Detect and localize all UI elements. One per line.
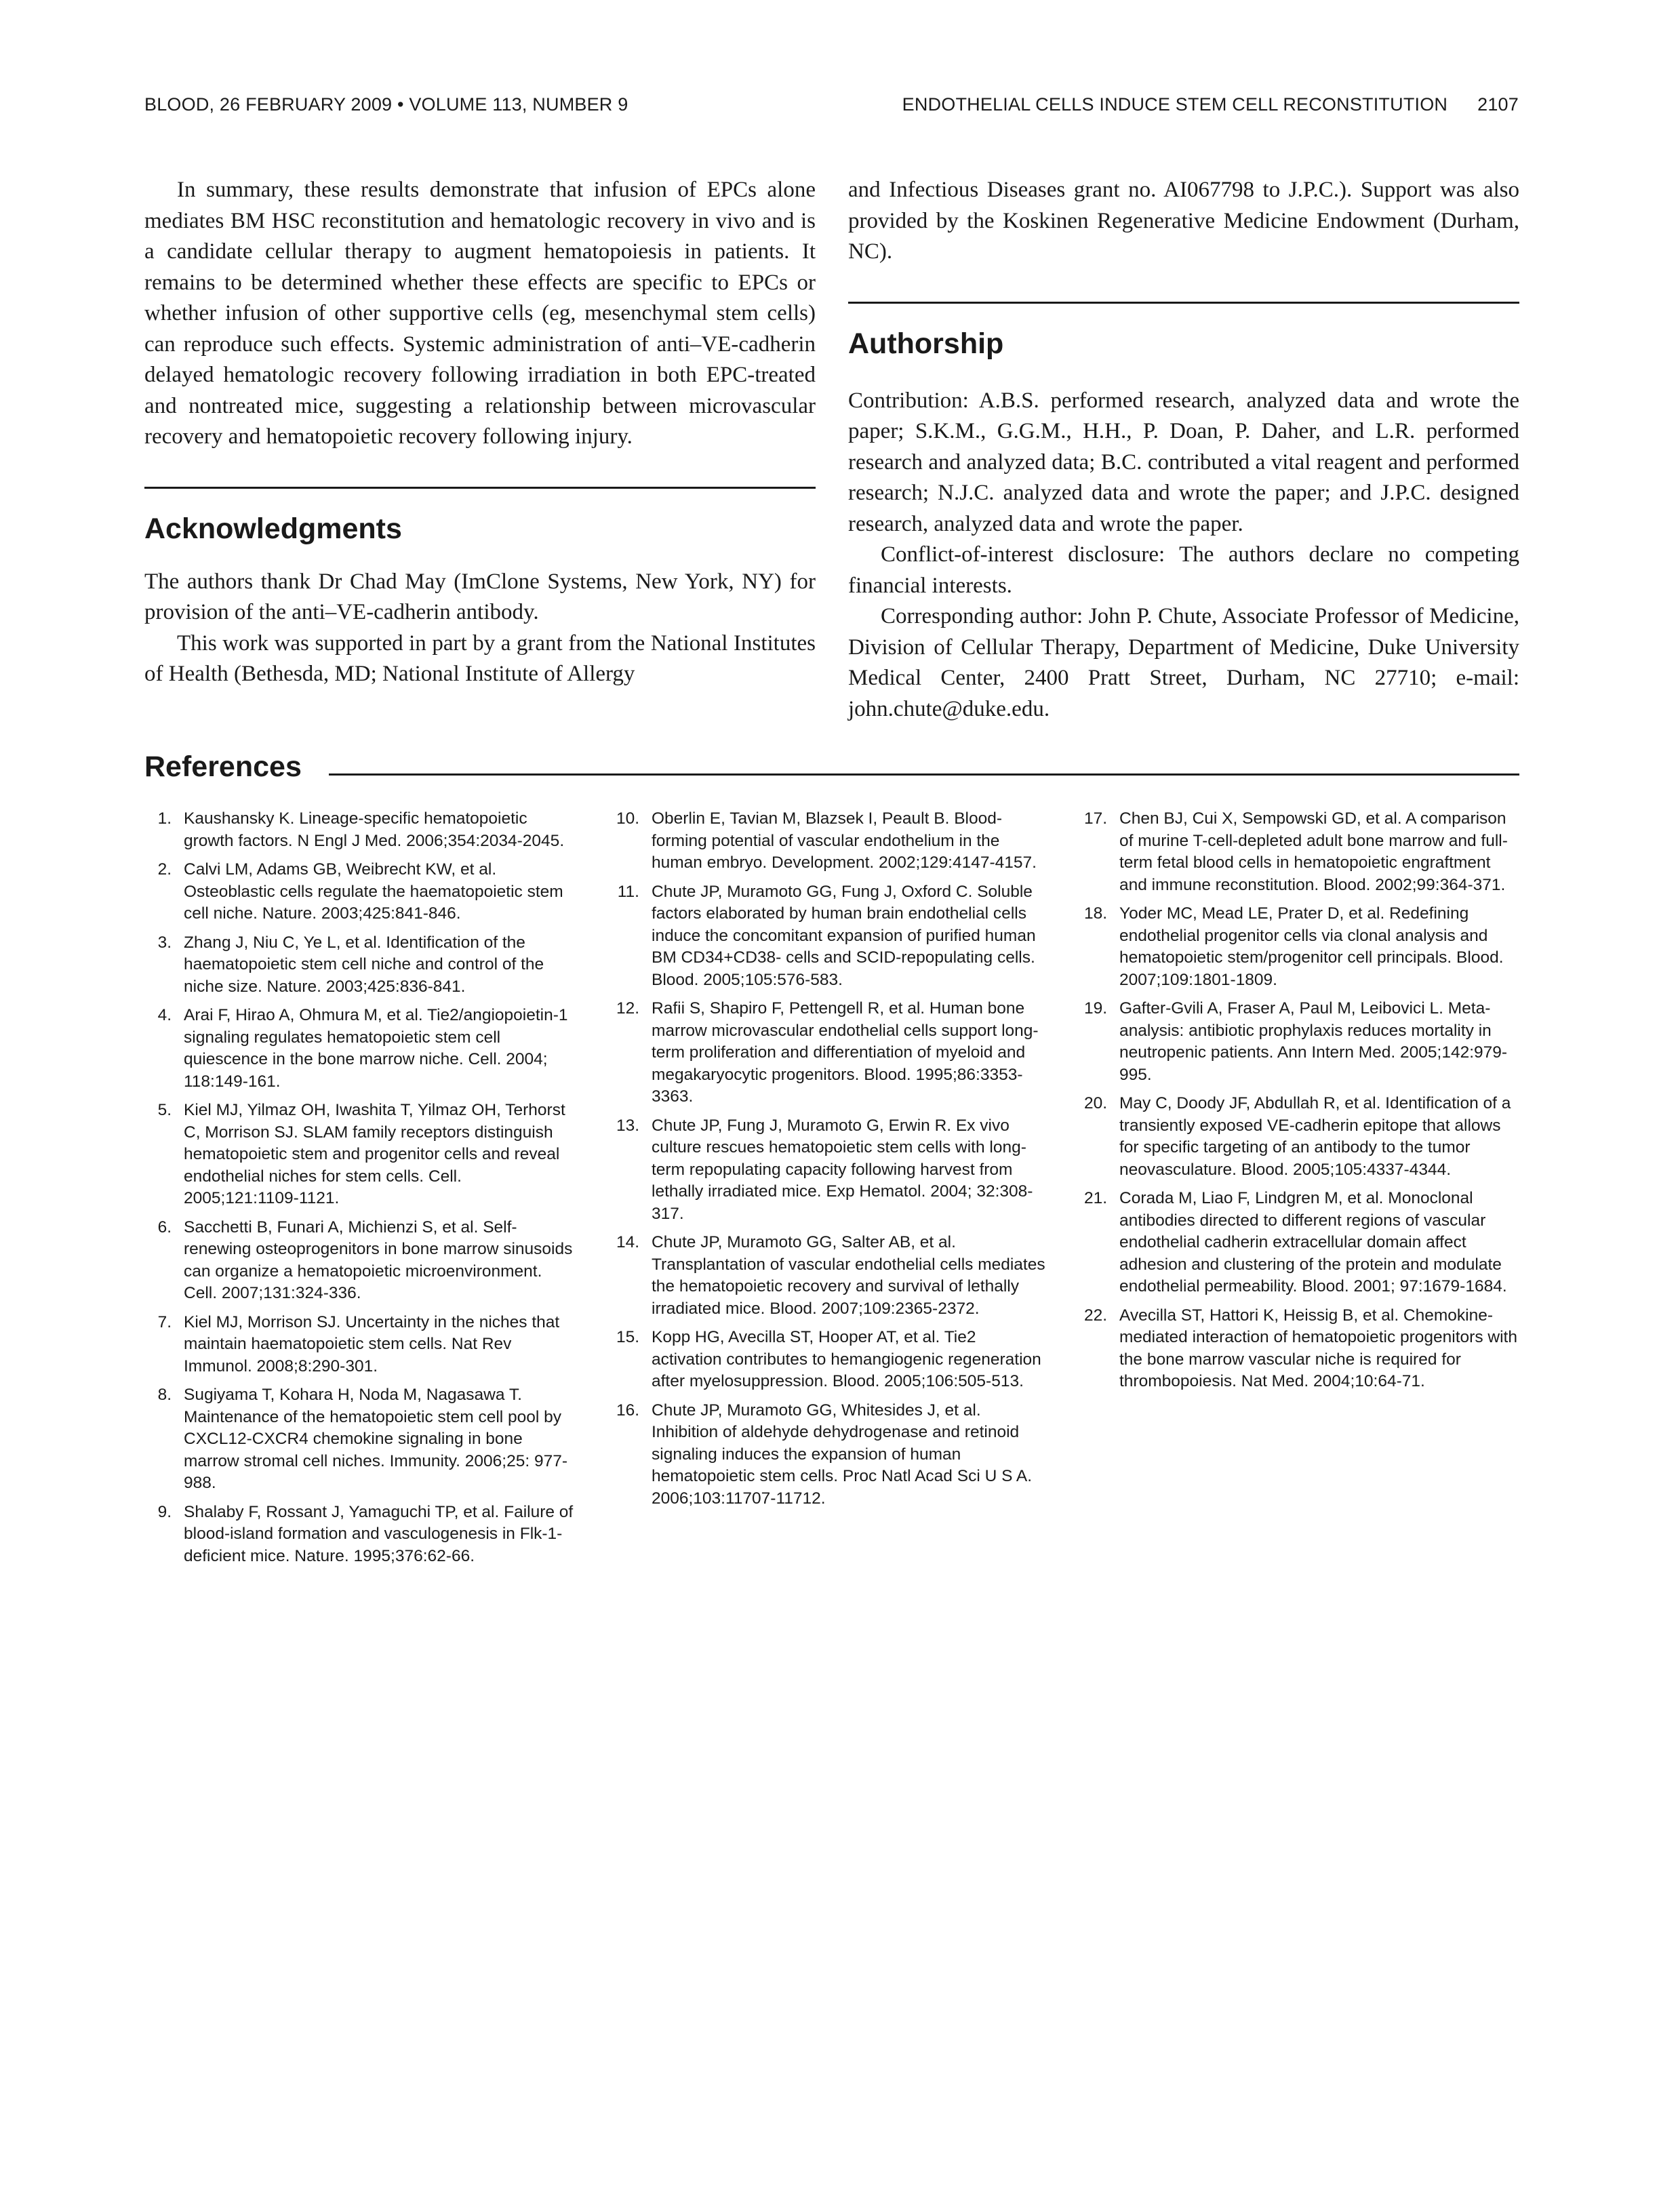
authorship-heading: Authorship xyxy=(848,327,1004,360)
acknowledgments-heading: Acknowledgments xyxy=(144,512,402,545)
reference-item: 19. Gafter-Gvili A, Fraser A, Paul M, Leibovici L. Meta-analysis: antibiotic prophylaxis reduces mortality in neutropenic patients. Ann Intern Med. 2005;142:979-995. xyxy=(1083,999,1508,1084)
summary-paragraph: In summary, these results demonstrate that infusion of EPCs alone mediates BM HSC reconstitution and hematologic recovery in vivo and is a candidate cellular therapy to augment hematopoiesis in patients. It remains to be determined whether these effects are specific to EPCs or whether infusion of other supportive cells (eg, mesenchymal stem cells) can reproduce such effects. Systemic administration of anti–VE-cadherin delayed hematologic recovery following irradiation in both EPC-treated and nontreated mice, suggesting a relationship between microvascular recovery and hematopoietic recovery following injury. xyxy=(144,178,816,449)
running-head-article-title: ENDOTHELIAL CELLS INDUCE STEM CELL RECONSTITUTION xyxy=(902,94,1448,115)
reference-item: 21. Corada M, Liao F, Lindgren M, et al. Monoclonal antibodies directed to different regions of vascular endothelial cadherin extracellular domain affect adhesion and clustering of the protein and modulate endothelial permeability. Blood. 2001; 97:1679-1684. xyxy=(1083,1189,1507,1295)
reference-item: 6. Sacchetti B, Funari A, Michienzi S, et al. Self-renewing osteoprogenitors in bone marrow sinusoids can organize a hematopoietic microenvironment. Cell. 2007;131:324-336. xyxy=(157,1218,573,1302)
conflict-of-interest-paragraph: Conflict-of-interest disclosure: The authors declare no competing financial interests. xyxy=(848,542,1519,598)
reference-item: 14. Chute JP, Muramoto GG, Salter AB, et al. Transplantation of vascular endothelial cells mediates the hematopoietic recovery and survival of lethally irradiated mice. Blood. 2007;109:2365-2372. xyxy=(616,1233,1045,1318)
reference-item: 1. Kaushansky K. Lineage-specific hematopoietic growth factors. N Engl J Med. 2006;354:2034-2045. xyxy=(157,809,565,850)
reference-item: 8. Sugiyama T, Kohara H, Noda M, Nagasawa T. Maintenance of the hematopoietic stem cell pool by CXCL12-CXCR4 chemokine signaling in bone marrow stromal cell niches. Immunity. 2006;25: 977-988. xyxy=(157,1386,567,1492)
reference-item: 12. Rafii S, Shapiro F, Pettengell R, et al. Human bone marrow microvascular endothelial cells support long-term proliferation and differentiation of myeloid and megakaryocytic progenitors. Blood. 1995;86:3353-3363. xyxy=(616,999,1039,1106)
acknowledgments-paragraph: The authors thank Dr Chad May (ImClone Systems, New York, NY) for provision of the anti–VE-cadherin antibody. xyxy=(144,569,816,624)
references-column-1 xyxy=(144,808,578,1574)
reference-item: 22. Avecilla ST, Hattori K, Heissig B, et al. Chemokine-mediated interaction of hematopoietic progenitors with the bone marrow vascular niche is required for thrombopoiesis. Nat Med. 2004;10:64-71. xyxy=(1083,1306,1517,1390)
reference-item: 17. Chen BJ, Cui X, Sempowski GD, et al. A comparison of murine T-cell-depleted adult bone marrow and full-term fetal blood cells in hematopoietic engraftment and immune reconstitution. Blood. 2002;99:364-371. xyxy=(1083,809,1508,894)
reference-item: 15. Kopp HG, Avecilla ST, Hooper AT, et al. Tie2 activation contributes to hemangiogenic regeneration after myelosuppression. Blood. 2005;106:505-513. xyxy=(616,1328,1041,1390)
running-head-title xyxy=(902,94,1519,115)
page-number: 2107 xyxy=(1477,94,1519,115)
reference-item: 2. Calvi LM, Adams GB, Weibrecht KW, et al. Osteoblastic cells regulate the haematopoietic stem cell niche. Nature. 2003;425:841-846. xyxy=(157,860,563,923)
section-divider xyxy=(144,487,816,489)
reference-item: 13. Chute JP, Fung J, Muramoto G, Erwin R. Ex vivo culture rescues hematopoietic stem cells with long-term repopulating capacity following harvest from lethally irradiated mice. Exp Hematol. 2004; 32:308-317. xyxy=(616,1116,1033,1223)
reference-item: 10. Oberlin E, Tavian M, Blazsek I, Peault B. Blood-forming potential of vascular endothelium in the human embryo. Development. 2002;129:4147-4157. xyxy=(616,809,1037,872)
reference-item: 5. Kiel MJ, Yilmaz OH, Iwashita T, Yilmaz OH, Terhorst C, Morrison SJ. SLAM family receptors distinguish hematopoietic stem and progenitor cells and reveal endothelial niches for stem cells. Cell. 2005;121:1109-1121. xyxy=(157,1101,565,1207)
reference-item: 11. Chute JP, Muramoto GG, Fung J, Oxford C. Soluble factors elaborated by human brain endothelial cells induce the concomitant expansion of purified human BM CD34+CD38- cells and SCID-repopulating cells. Blood. 2005;105:576-583. xyxy=(617,882,1036,989)
reference-item: 9. Shalaby F, Rossant J, Yamaguchi TP, et al. Failure of blood-island formation and vasculogenesis in Flk-1-deficient mice. Nature. 1995;376:62-66. xyxy=(157,1502,574,1565)
reference-item: 18. Yoder MC, Mead LE, Prater D, et al. Redefining endothelial progenitor cells via clonal analysis and hematopoietic stem/progenitor cell principals. Blood. 2007;109:1801-1809. xyxy=(1083,904,1504,989)
reference-item: 3. Zhang J, Niu C, Ye L, et al. Identification of the haematopoietic stem cell niche and control of the niche size. Nature. 2003;425:836-841. xyxy=(157,933,544,996)
right-text-column xyxy=(848,175,1519,725)
reference-item: 16. Chute JP, Muramoto GG, Whitesides J, et al. Inhibition of aldehyde dehydrogenase and retinoid signaling induces the expansion of human hematopoietic stem cells. Proc Natl Acad Sci U S A. 2006;103:11707-11712. xyxy=(616,1401,1033,1508)
references-rule xyxy=(329,773,1519,776)
left-text-column xyxy=(144,175,816,690)
references-column-2 xyxy=(612,808,1046,1516)
references-heading-row xyxy=(144,750,1519,784)
funding-paragraph-continued: and Infectious Diseases grant no. AI067798 to J.P.C.). Support was also provided by the Koskinen Regenerative Medicine Endowment (Durham, NC). xyxy=(848,178,1519,264)
funding-paragraph: This work was supported in part by a grant from the National Institutes of Health (Bethesda, MD; National Institute of Allergy xyxy=(144,630,816,686)
reference-item: 4. Arai F, Hirao A, Ohmura M, et al. Tie2/angiopoietin-1 signaling regulates hematopoietic stem cell quiescence in the bone marrow niche. Cell. 2004; 118:149-161. xyxy=(157,1006,568,1091)
corresponding-author-paragraph: Corresponding author: John P. Chute, Associate Professor of Medicine, Division of Cellular Therapy, Department of Medicine, Duke University Medical Center, 2400 Pratt Street, Durham, NC 27710; e-mail: john.chute@duke.edu. xyxy=(848,604,1519,721)
reference-item: 20. May C, Doody JF, Abdullah R, et al. Identification of a transiently exposed VE-cadherin epitope that allows for specific targeting of an antibody to the tumor neovasculature. Blood. 2005;105:4337-4344. xyxy=(1083,1094,1511,1179)
section-divider xyxy=(848,302,1519,304)
reference-item: 7. Kiel MJ, Morrison SJ. Uncertainty in the niches that maintain haematopoietic stem cells. Nat Rev Immunol. 2008;8:290-301. xyxy=(157,1312,560,1375)
contribution-paragraph: Contribution: A.B.S. performed research, analyzed data and wrote the paper; S.K.M., G.G.M., H.H., P. Doan, P. Daher, and L.R. performed research and analyzed data; B.C. contributed a vital reagent and performed research; N.J.C. analyzed data and wrote the paper; and J.P.C. designed research, analyzed data and wrote the paper. xyxy=(848,388,1519,536)
references-column-3 xyxy=(1080,808,1519,1400)
references-heading: References xyxy=(144,750,302,783)
running-head-journal: BLOOD, 26 FEBRUARY 2009 • VOLUME 113, NUMBER 9 xyxy=(144,94,628,115)
